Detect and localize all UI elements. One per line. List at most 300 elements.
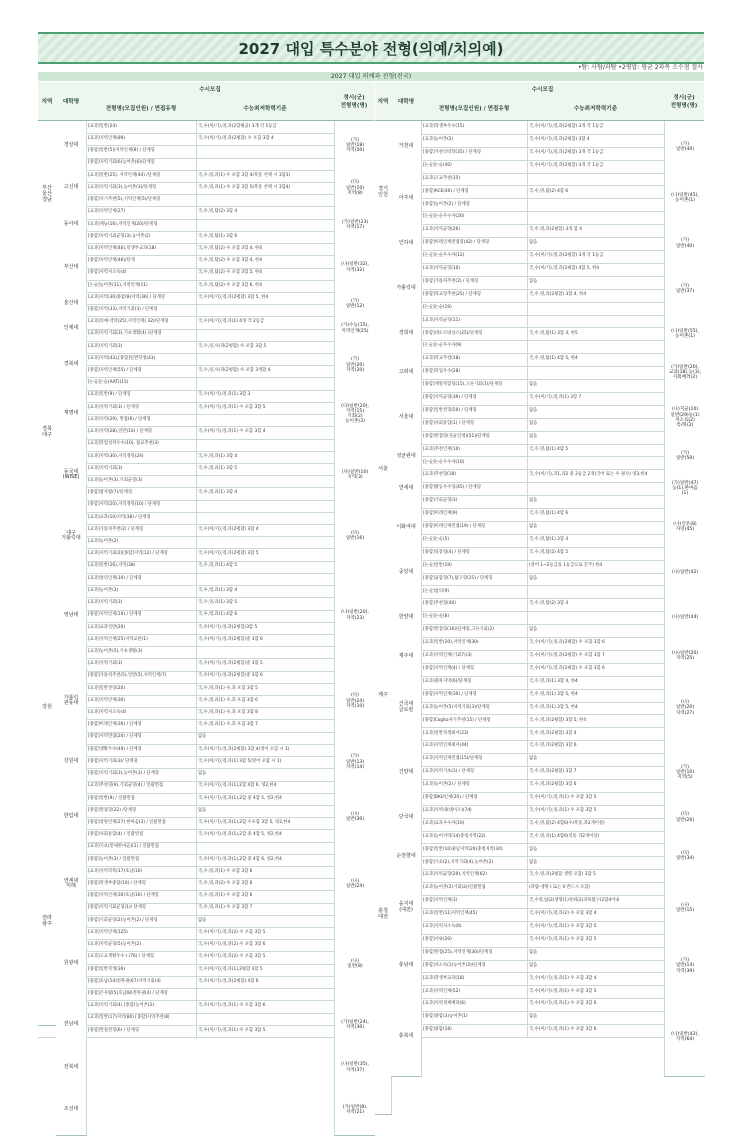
- table-row: [38, 585, 374, 598]
- table-row: [38, 377, 374, 390]
- admission-type-cell: [교과]지역균형(26): [423, 227, 461, 233]
- column-divider: [527, 121, 528, 1037]
- table-row: [375, 134, 704, 148]
- university-cell: 원광대: [56, 927, 87, 1001]
- header-susi: 수시모집: [199, 87, 221, 93]
- criteria-cell: (영어 1~2등급을 1등급으로 간주) 한4: [529, 562, 603, 568]
- table-row: [38, 768, 374, 781]
- header-univ: 대학명: [62, 99, 80, 105]
- admission-type-cell: [종합]일반(9) / 일괄면접: [88, 795, 135, 801]
- university-cell: 단국대: [391, 805, 422, 832]
- table-row: [375, 611, 704, 625]
- criteria-cell: 국,수,영,과(2평합) 3개 합 4: [529, 227, 582, 233]
- criteria-cell: 없음: [529, 962, 538, 968]
- university-cell: 제주대: [391, 637, 422, 677]
- admission-type-cell: [논술]논술우수자(12): [423, 253, 465, 259]
- admission-type-cell: [논술]논술우수자(20): [423, 214, 465, 220]
- jeongsi-cell: (가) 일반(40): [664, 121, 705, 174]
- university-cell: 조선대: [56, 1086, 87, 1136]
- criteria-cell: 국,수(미/기),영,과(1) 수 포함 3합 6: [529, 1027, 597, 1033]
- criteria-cell: [198, 353, 333, 365]
- admission-type-cell: [교과]일반(17)지역(80) [종합]지역추천(8): [88, 1015, 170, 1021]
- jeongsi-cell: (가)일반(24), 지역(30): [334, 1000, 375, 1050]
- title-banner: [38, 32, 704, 64]
- admission-type-cell: [종합]성장형(4) / 단계형: [423, 549, 470, 555]
- criteria-cell: 국,수(미/기),영,과(2평합) 3합 4: [198, 526, 259, 532]
- table-row: [375, 753, 704, 767]
- table-row: [375, 289, 704, 303]
- admission-type-cell: [종합]Cogito자기추천(15) / 단계형: [423, 717, 491, 723]
- jeongsi-cell: (나)일반(20) 지역(25): [664, 637, 705, 677]
- table-row: [375, 598, 704, 612]
- jeongsi-cell: (나)일반(44): [664, 598, 705, 638]
- legend-note: •탐: 사탐/과탐 •2평합: 평균 2과목 소수점 절사: [578, 64, 703, 71]
- jeongsi-cell: (나) 일반(8): [334, 927, 375, 1001]
- admission-type-cell: [교과]의예·약학(25),지역인재( 32)/단계형: [88, 319, 169, 325]
- admission-type-cell: [종합]학교장추천(25) / 단계형: [423, 291, 481, 297]
- admission-type-cell: [종합]지역균형(39) / 단계형: [423, 395, 477, 401]
- criteria-cell: 국,수,영,탐(1) 4합 6: [529, 511, 569, 517]
- admission-type-cell: [교과]농어촌(2): [88, 539, 119, 545]
- table-row: [38, 756, 374, 769]
- admission-type-cell: [종합]기회균형(3): [423, 498, 458, 504]
- criteria-cell: 국,수(미/기),영,과(2평합)중 3합 6: [198, 673, 263, 679]
- table-row: [38, 866, 374, 879]
- admission-type-cell: [종합]지역기회(6)농어촌(6)/단계형: [88, 160, 155, 166]
- admission-type-cell: [교과]농어촌(5)지역기회(3)/단계형: [423, 704, 490, 710]
- admission-type-cell: [논술]논술(5): [423, 536, 450, 542]
- admission-type-cell: [교과]지역인재(125): [88, 929, 128, 935]
- table-row: [38, 353, 374, 366]
- jeongsi-cell: (가) 일반(12): [334, 292, 375, 317]
- table-row: [375, 469, 704, 483]
- criteria-cell: 국,수,영,과(1) 수 포함 3합 7: [198, 905, 253, 911]
- column-divider: [196, 121, 197, 1037]
- jeongsi-cell: (나) 일반(15): [664, 882, 705, 935]
- criteria-cell: [529, 611, 663, 624]
- admission-type-cell: [논술]논술(AAT)(15): [88, 380, 129, 386]
- criteria-cell: [198, 512, 333, 524]
- criteria-cell: 국,수(미/기),영,과(2평합)중 3합 5: [198, 661, 263, 667]
- criteria-cell: 국,수(미/기),영,과(1) 수 포함 3합 4: [198, 429, 266, 435]
- table-row: [38, 524, 374, 537]
- criteria-cell: 국,수(미/기),영,과(2평합)3합 5: [198, 624, 258, 630]
- jeongsi-cell: (나) 일반(30): [334, 793, 375, 843]
- table-row: [375, 869, 704, 883]
- admission-type-cell: [교과]지역기회(3): [88, 465, 123, 471]
- criteria-cell: 국,수,영,과(1) 수 포함 3합 6: [198, 893, 253, 899]
- criteria-cell: 국,수(미/기),영,과(1),2합 수포함 3합 5, 영2,한4: [198, 819, 291, 825]
- table-row: [38, 561, 374, 574]
- admission-type-cell: [교과]농어촌(5),기초생활(3): [88, 648, 143, 654]
- criteria-cell: 없음: [529, 1014, 538, 1020]
- admission-type-cell: [논술]농어촌(11),지역인재(11): [88, 282, 148, 288]
- university-cell: 동국대 (WISE): [56, 439, 87, 513]
- region-cell: 부산 울산 경남: [38, 121, 57, 269]
- criteria-cell: 국,수(미/기),영,과(2평합) 수 포함 3합 4: [198, 136, 274, 141]
- table-row: [375, 237, 704, 251]
- admission-type-cell: [종합]사회통합(4) / 일괄면접: [88, 832, 144, 838]
- admission-type-cell: [교과]농어촌(2) / 단계형: [423, 782, 470, 788]
- criteria-cell: 국,수(미/기),영,과(1) 수 포함 3합 5: [529, 936, 597, 942]
- criteria-cell: 국,수,영,탐(1) 3합 4: [529, 536, 569, 542]
- table-row: [375, 366, 704, 380]
- admission-type-cell: [종합]저소득(1)농어촌(2)/단계형: [423, 962, 486, 968]
- table-row: [375, 534, 704, 548]
- criteria-cell: [198, 646, 333, 658]
- header-univ: 대학명: [397, 99, 415, 105]
- table-row: [375, 676, 704, 690]
- table-row: [38, 316, 374, 329]
- criteria-cell: 국,수(미/기),영,과(1) 4개 각 2등급: [198, 319, 265, 325]
- region-cell: 제주: [375, 676, 392, 716]
- admission-type-cell: [종합]일반(10)충남지역(20)충청지역(30): [423, 846, 503, 852]
- region-cell: 서울: [375, 263, 392, 677]
- jeongsi-cell: (나)인문(8) 자연(45): [664, 508, 705, 548]
- table-row: [38, 707, 374, 720]
- admission-type-cell: [종합]지역인재(55) / 단계형: [88, 368, 142, 374]
- admission-type-cell: [종합]기초(2),지역기회(4),농어촌(2): [423, 859, 494, 865]
- admission-type-cell: [종합]종합(18): [423, 1027, 452, 1033]
- criteria-cell: 국,수(미/기),영,과(2) 수 포함 3합 5: [198, 929, 266, 935]
- criteria-cell: [529, 366, 663, 379]
- criteria-cell: [198, 1013, 333, 1025]
- table-row: [38, 170, 374, 183]
- table-row: [38, 903, 374, 916]
- table-row: [375, 573, 704, 587]
- criteria-cell: 국,수(미/기),영,과(2합평균) 3개 각 1등급: [198, 123, 277, 129]
- admission-type-cell: [교과]일반(24): [88, 123, 117, 129]
- table-row: [38, 231, 374, 244]
- university-cell: 건양대: [391, 740, 422, 806]
- admission-type-cell: [교과]지역기회(4) [종합]농어촌(2): [88, 1003, 154, 1009]
- admission-type-cell: [교과]지역경제배려(6): [423, 1001, 466, 1007]
- criteria-cell: 국,수(미/기),영,과(2평합) 4합 6: [198, 978, 259, 984]
- header-jeonhyeong: 전형명(모집인원) / 면접유형: [438, 106, 510, 112]
- criteria-cell: 없음: [529, 949, 538, 955]
- table-row: [38, 976, 374, 989]
- table-row: [38, 158, 374, 171]
- criteria-cell: [198, 304, 333, 316]
- table-row: [375, 560, 704, 574]
- table-row: [38, 512, 374, 525]
- jeongsi-cell: (가) 일반(20) 지역(20): [334, 341, 375, 391]
- admission-type-cell: [교과]지역인재(46),학생부교과(18): [88, 245, 157, 251]
- admission-type-cell: [종합]강원인재(27) 한마음(3) / 일괄면접: [88, 819, 166, 825]
- table-row: [375, 547, 704, 561]
- header-criteria: 수능최저학력기준: [243, 106, 287, 112]
- header-criteria: 수능최저학력기준: [573, 106, 618, 112]
- table-row: [375, 1011, 704, 1025]
- criteria-cell: [529, 482, 663, 495]
- admission-type-cell: [교과]지역(43),[종합]일반학생(43): [88, 355, 156, 361]
- table-row: [375, 779, 704, 793]
- criteria-cell: 국,수(미/기),영,과(2) 수 포함 3합 6: [198, 942, 266, 948]
- criteria-cell: 국,수,영,과(2) 수 포함 3합 6: [198, 881, 253, 887]
- criteria-cell: 국,수,영,과(1) 4합 5: [198, 563, 238, 569]
- table-row: [375, 921, 704, 935]
- criteria-cell: [529, 315, 663, 328]
- jeongsi-cell: (나)일반(20), 지역(23): [334, 561, 375, 672]
- university-cell: 경북대: [56, 341, 87, 391]
- criteria-cell: [529, 198, 663, 211]
- table-row: [38, 243, 374, 256]
- criteria-cell: [198, 573, 333, 585]
- table-row: [38, 695, 374, 708]
- criteria-cell: 국,수,영,탐(1) 3합 4, 한5: [529, 330, 578, 336]
- table-row: [38, 878, 374, 891]
- admission-type-cell: [교과]지역인재면접(15)/단계형: [423, 756, 483, 762]
- table-row: [38, 280, 374, 293]
- admission-type-cell: [종합]지역(20),지역경북(10) / 단계형: [88, 502, 161, 508]
- table-row: [375, 714, 704, 728]
- criteria-cell: 국,수,영,과(2평합 생명 포함) 3합 5: [529, 872, 596, 878]
- header-susi: 수시모집: [531, 87, 554, 93]
- region-cell: 경기 인천: [375, 121, 392, 264]
- table-row: [38, 341, 374, 354]
- university-cell: 중앙대: [391, 547, 422, 600]
- criteria-cell: 국,수(미/기),영,과(1) 3합 7: [529, 395, 582, 401]
- criteria-cell: 국,수,영,과(1) 수,과 포함 3합 5: [198, 685, 258, 691]
- admission-type-cell: [논술]논술(8): [423, 614, 450, 620]
- admission-type-cell: [교과]지역기회(3): [88, 600, 123, 606]
- table-row: [375, 727, 704, 741]
- admission-type-cell: [교과]지역기회(3),기초생활(4) /단계형: [88, 331, 162, 337]
- admission-type-cell: [종합]지역인재(10) / 단계형: [88, 612, 142, 618]
- criteria-cell: 국,수,영,탐(2) 수 포함 3합 4, 한4: [198, 258, 262, 264]
- university-cell: 전북대: [56, 1049, 87, 1087]
- admission-type-cell: [종합]농어촌(3) / 일괄면접: [88, 856, 139, 862]
- table-row: [38, 1013, 374, 1026]
- criteria-cell: [529, 585, 663, 598]
- criteria-cell: 국,수(미/기),과1,과2 중 2등급 2개(국어 또는 수 필수) 영3,한4: [529, 472, 648, 478]
- table-row: [38, 1025, 374, 1038]
- table-row: [375, 186, 704, 200]
- admission-type-cell: [교과]지역(30),지역경북(24): [88, 453, 144, 459]
- criteria-cell: 없음: [529, 407, 538, 413]
- criteria-cell: [198, 414, 333, 426]
- jeongsi-cell: (나)일반(42), 지역(64): [664, 998, 705, 1076]
- university-cell: 영남대: [56, 561, 87, 672]
- admission-type-cell: [교과]일반(16),지역(38): [88, 563, 136, 569]
- jeongsi-cell: (다)일반(20), 지역(15) 기회(2) 농어촌(3): [334, 390, 375, 440]
- table-row: [375, 947, 704, 961]
- criteria-cell: 국,수,영,탐(2) 4합 5: [529, 549, 569, 555]
- university-cell: 충북대: [391, 998, 422, 1076]
- table-title: 2027 대입 의예과 전형(전국): [38, 72, 704, 81]
- criteria-cell: 국,수,영,탐(2) 4합6(수/복통,과2개이상): [529, 820, 605, 826]
- admission-type-cell: [논술]일반(19): [423, 562, 452, 568]
- criteria-cell: 국,수,영,탐(1) 4합 5, 한4: [529, 356, 578, 362]
- criteria-cell: 국,수,영,과(1) 3합 4, 한4: [529, 678, 578, 684]
- admission-type-cell: [종합]미래인재(30) / 단계형: [88, 722, 142, 728]
- university-cell: 순천향대: [391, 831, 422, 884]
- criteria-cell: 국,수(미/기),영,과(2평합) 3개 각 1등급: [529, 162, 604, 168]
- jeongsi-cell: (가) 일반(18) 지역(50): [334, 121, 375, 171]
- admission-type-cell: [종합]호남(14)전북권(67)지역기회(4): [88, 978, 161, 984]
- admission-type-cell: [종합]일반전형(50) / 단계형: [423, 407, 477, 413]
- criteria-cell: 국,수(미/기),영,과(1) 수 포함 3합 4: [529, 975, 597, 981]
- criteria-cell: 국,수,영,과(1) 4합 6: [198, 612, 238, 618]
- jeongsi-cell: (가) 일반(50): [664, 444, 705, 471]
- table-row: [375, 147, 704, 161]
- admission-type-cell: [종합]농어촌(2) / 단계형: [423, 201, 470, 207]
- admission-type-cell: [교과]교과우수자(10): [423, 820, 465, 826]
- criteria-cell: 국,수,영,과(1) 수,과 포함 3합 7: [198, 722, 258, 728]
- jeongsi-cell: (가)일반(8), 지역(21): [334, 1086, 375, 1136]
- criteria-cell: (과탐-생명 I 또는 II 반드시 포함): [529, 885, 591, 891]
- region-cell: 경북 대구: [38, 268, 57, 599]
- criteria-cell: 국,수,영,과(1) 3합 5: [198, 465, 238, 471]
- criteria-cell: 국,수,영,과(2평합) 3합 5, 한4: [529, 717, 587, 723]
- criteria-cell: 국,수,영,과(1) 수,과 포함 3합 6: [198, 697, 258, 703]
- admission-type-cell: [종합]가천의약학(35) / 단계형: [423, 149, 481, 155]
- table-row: [375, 327, 704, 341]
- table-row: [38, 952, 374, 965]
- admission-type-cell: [교과]일반학생최저(23): [423, 730, 469, 736]
- header-jeongsi: 정시(군) 전형명(명): [340, 95, 368, 109]
- university-cell: 강원대: [56, 732, 87, 794]
- table-row: [375, 444, 704, 458]
- university-cell: 가톨릭 관동대: [56, 671, 87, 733]
- criteria-cell: [529, 456, 663, 469]
- university-cell: 충남대: [391, 934, 422, 1000]
- criteria-cell: 없음: [198, 734, 207, 740]
- criteria-cell: 없음: [529, 278, 538, 284]
- table-row: [375, 805, 704, 819]
- criteria-cell: 없음: [529, 524, 538, 530]
- header-jeonhyeong: 전형명(모집인원) / 면접유형: [105, 106, 177, 112]
- jeongsi-cell: (다) 일반(24) 지역(10): [334, 671, 375, 733]
- criteria-cell: 없음: [529, 498, 538, 504]
- table-row: [38, 304, 374, 317]
- criteria-cell: 국,수(미/기),영,과(1),2합 중 4합 5, 영2,한4: [198, 832, 282, 838]
- admission-type-cell: [종합]기회균형(2)농어촌(2) / 단계형: [88, 917, 158, 923]
- criteria-cell: 국,수,영,과(1) 3합 4: [198, 453, 238, 459]
- criteria-cell: 국,수,영,과(2평합) 3합 7: [529, 769, 577, 775]
- table-row: [38, 793, 374, 806]
- criteria-cell: 국,수(미/기),영,과(1),2합 중 4합 6, 영2,한4: [198, 856, 282, 862]
- jeongsi-cell: (다)일반(10) 지역(3): [334, 439, 375, 513]
- admission-type-cell: [종합]종합(3)농어촌(1): [423, 1014, 468, 1020]
- criteria-cell: 국,수,영,탐(2) 수 포함 3합 6, 한4: [198, 282, 262, 288]
- table-row: [375, 263, 704, 277]
- admission-type-cell: [교과]지역저소득(4): [88, 710, 127, 716]
- criteria-cell: 국,수,영,탐(2) 수 포함 3합 5, 한4: [198, 270, 262, 276]
- admission-type-cell: [종합]네오르네상스(25)/단계형: [423, 330, 483, 336]
- table-row: [375, 392, 704, 406]
- table-row: [375, 689, 704, 703]
- criteria-cell: 국,수,영,과(1) 수,과 포함 3합 8: [198, 710, 258, 716]
- criteria-cell: 국,수,영,과(1) 3합 5, 한4: [529, 704, 578, 710]
- jeongsi-cell: (가)일반(20), 교과(18),농(3), 사회배려(2): [664, 353, 705, 393]
- table-row: [375, 315, 704, 329]
- table-row: [375, 302, 704, 316]
- criteria-cell: 국,수(미/기),영,과(2평합) 수 포함 3합 6: [529, 640, 605, 646]
- admission-type-cell: [교과]일반전형(20): [88, 685, 126, 691]
- criteria-cell: 국,수(미/기),영,과(2평합) 3개 각 1등급: [529, 253, 604, 259]
- university-cell: 한양대: [391, 598, 422, 638]
- admission-type-cell: [교과]지역저소득(6): [423, 924, 462, 930]
- university-cell: 이화여대: [391, 508, 422, 548]
- table-row: [375, 276, 704, 290]
- admission-type-cell: [종합]면접(25),지역인재(30)/단계형: [423, 949, 493, 955]
- criteria-cell: 국,수,영,과(2평합) 3합 6: [529, 782, 577, 788]
- criteria-cell: 국,수(미/기),영,과(1),2평합 3합 5: [198, 966, 263, 972]
- admission-type-cell: [종합]참사람(7)/단계형: [88, 490, 133, 496]
- university-cell: 한림대: [56, 793, 87, 843]
- criteria-cell: 국,수(미/기),영,과(2평합) 3개 각 1등급: [529, 149, 604, 155]
- criteria-cell: 국,수(미/기),영,과(2평합) 3합 5, 한4: [198, 294, 269, 300]
- criteria-cell: 국,수(미/기),영,과(1) 수 포함 3합 6: [529, 1001, 597, 1007]
- table-row: [375, 482, 704, 496]
- criteria-cell: [198, 439, 333, 451]
- table-row: [375, 818, 704, 832]
- admission-type-cell: [교과]지역균형(10): [423, 266, 461, 272]
- table-row: [38, 439, 374, 452]
- admission-type-cell: [종합]DKU인재(20) / 단계형: [423, 795, 478, 800]
- jeongsi-cell: (나)일반(55), 농어촌(1): [664, 315, 705, 355]
- admission-type-cell: [교과]추천형(18): [423, 472, 456, 478]
- university-cell: 부산대: [56, 243, 87, 293]
- table-row: [38, 268, 374, 281]
- university-cell: 인제대: [56, 316, 87, 341]
- table-row: [38, 829, 374, 842]
- criteria-cell: 없음: [529, 627, 538, 633]
- admission-type-cell: [교과]고교추천(15): [423, 175, 461, 181]
- criteria-cell: 없음: [529, 382, 538, 388]
- table-row: [375, 650, 704, 664]
- criteria-cell: [529, 173, 663, 186]
- table-row: [38, 487, 374, 500]
- jeongsi-cell: (다) 일반(34): [664, 831, 705, 884]
- table-row: [375, 740, 704, 754]
- region-cell: 강원: [38, 597, 57, 818]
- header-jeongsi: 정시(군) 전형명(명): [670, 95, 698, 109]
- table-row: [38, 597, 374, 610]
- jeongsi-cell: (나)일반(35), 지역(37): [334, 1049, 375, 1087]
- table-row: [38, 658, 374, 671]
- admission-type-cell: [종합]미래인재면접형(42) / 단계형: [423, 240, 490, 246]
- admission-type-cell: [교과]충북지역(6)/단계형: [423, 678, 472, 684]
- table-row: [38, 548, 374, 561]
- criteria-cell: 국,수,영,탐(2) 4합 6: [529, 188, 569, 194]
- table-row: [375, 340, 704, 354]
- university-cell: 가톨릭대: [391, 263, 422, 316]
- header-region: 지역: [41, 99, 53, 105]
- table-row: [375, 972, 704, 986]
- university-cell: 경상대: [56, 121, 87, 171]
- criteria-cell: 국,수(미/기),영,과(1),2합 4합 6, 영2,한4: [198, 783, 277, 789]
- university-cell: 연세대: [391, 469, 422, 509]
- admission-type-cell: [논술]논술우수자(9): [423, 343, 462, 349]
- admission-type-cell: [교과]지역기회(3),농어촌(3)/단계형: [88, 184, 157, 190]
- admission-type-cell: [교과]지역(29), 면접(6) / 단계형: [88, 416, 151, 422]
- table-row: [375, 831, 704, 845]
- criteria-cell: 국,수,영,과(1) 수 포함 3합 4(복통 선택 시 3합3): [198, 172, 291, 178]
- university-cell: 경희대: [391, 315, 422, 355]
- jeongsi-cell: (가) 일반(13) 지역(14): [334, 732, 375, 794]
- admission-type-cell: [교과]지역학복(17)호남(10): [88, 868, 143, 874]
- admission-type-cell: [교과]지역인재최저(44): [423, 743, 469, 749]
- admission-type-cell: [교과]지역균형(11): [423, 317, 461, 323]
- criteria-cell: [198, 219, 333, 231]
- table-row: [375, 934, 704, 948]
- university-cell: 성균관대: [391, 444, 422, 471]
- criteria-cell: 국,수,영,과(1) 3합 5, 한4: [529, 691, 578, 697]
- admission-type-cell: [교과]지역기초(3) / 단계형: [423, 769, 474, 775]
- table-row: [375, 702, 704, 716]
